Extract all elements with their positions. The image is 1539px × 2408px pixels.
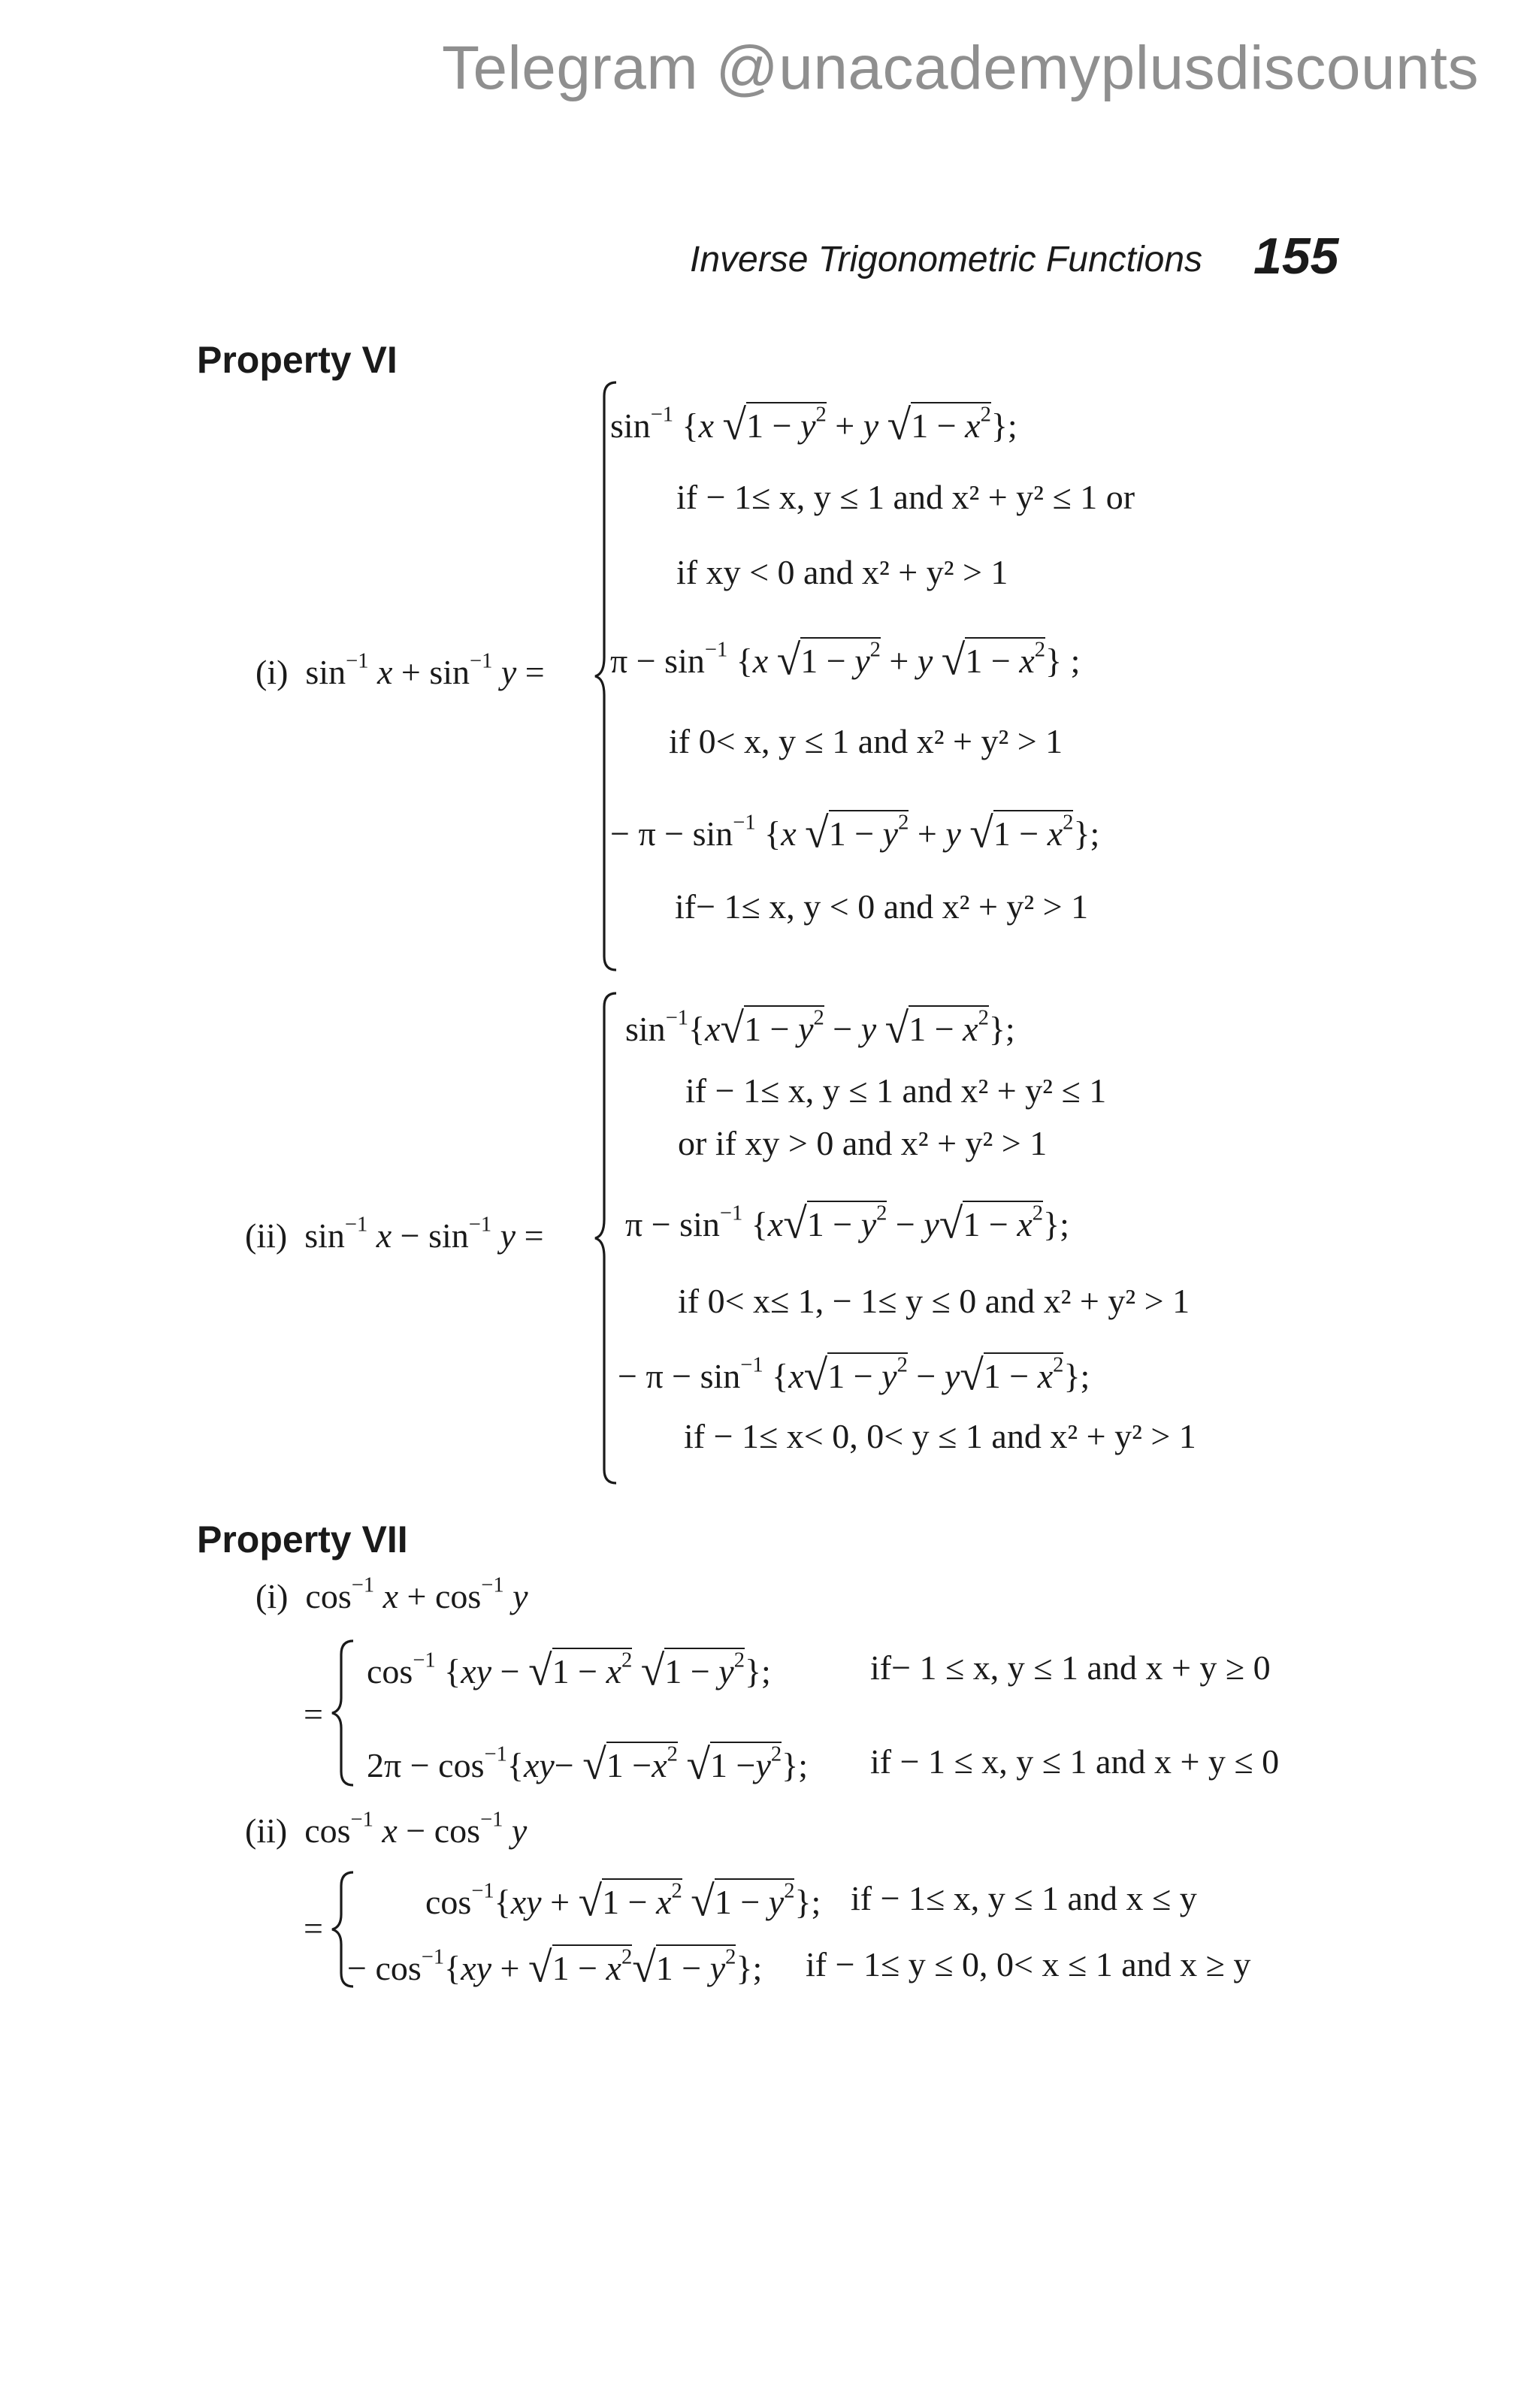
- p7-ii-case1: $\cos^{-1}\{xy + √1 - x^2$ $√1 - y^2$};: [425, 1878, 821, 1926]
- p6-i-cond4: if− 1≤ x, y < 0 and x² + y² > 1: [675, 887, 1089, 926]
- p6-i-case2: $\pi - \sin^{-1} \{x$ $√1 - y^2 + y$ $√1 - x^2$} ;: [610, 636, 1081, 684]
- p7-ii-label: (ii): [245, 1811, 288, 1850]
- watermark: Telegram @unacademyplusdiscounts: [441, 34, 1479, 102]
- p6-i-case1: $\sin^{-1} \{x$ $√1 - y^2 + y$ $√1 - x^2$};: [610, 401, 1017, 449]
- p6-ii-brace: [594, 990, 624, 1486]
- p6-i-label: (i): [255, 653, 289, 691]
- p6-i-case3: − $\pi - \sin^{-1} \{x$ $√1 - y^2 + y$ $√1 - x^2$};: [610, 809, 1100, 857]
- running-title: Inverse Trigonometric Functions: [690, 240, 1203, 279]
- p7-i-cond2: if − 1 ≤ x, y ≤ 1 and x + y ≤ 0: [870, 1742, 1280, 1781]
- p7-i-label: (i): [255, 1577, 289, 1615]
- p7-ii-cond2: if − 1≤ y ≤ 0, 0< x ≤ 1 and x ≥ y: [806, 1945, 1251, 1984]
- p6-ii-case1: $\sin^{-1}\{x√1 - y^2 - y$ $√1 - x^2$};: [625, 1005, 1015, 1053]
- p7-ii-lhs: (ii) $\cos^{-1} x - \cos^{-1} y$: [245, 1808, 528, 1850]
- p7-i-case1: $\cos^{-1} \{xy - √1 - x^2$ $√1 - y^2$};: [367, 1647, 771, 1695]
- p6-ii-lhs: (ii) $\sin^{-1} x - \sin^{-1} y$ =: [245, 1213, 544, 1255]
- p6-ii-case2: $\pi - \sin^{-1} \{x√1 - y^2 - y√1 - x^2\}$;: [625, 1200, 1069, 1248]
- p6-i-cond2: if xy < 0 and x² + y² > 1: [676, 553, 1008, 591]
- p7-i-equals: =: [304, 1695, 323, 1733]
- p6-i-op: +: [401, 653, 421, 691]
- p6-ii-label: (ii): [245, 1216, 288, 1255]
- page-number: 155: [1253, 228, 1339, 285]
- p7-i-op: +: [407, 1577, 427, 1615]
- p6-ii-cond1: if − 1≤ x, y ≤ 1 and x² + y² ≤ 1: [685, 1071, 1107, 1110]
- p6-i-cond1: if − 1≤ x, y ≤ 1 and x² + y² ≤ 1 or: [676, 478, 1135, 516]
- p7-i-case2: $2\pi - \cos^{-1}\{xy- √1 -x^2$ $√1 -y^2$};: [367, 1741, 808, 1789]
- property-vii-heading: Property VII: [197, 1518, 408, 1561]
- p6-i-cond3: if 0< x, y ≤ 1 and x² + y² > 1: [669, 722, 1063, 760]
- property-vi-heading: Property VI: [197, 339, 398, 381]
- p6-i-lhs: (i) $\sin^{-1} x + \sin^{-1} y$ =: [255, 649, 545, 691]
- p6-ii-cond3: if 0< x≤ 1, − 1≤ y ≤ 0 and x² + y² > 1: [678, 1282, 1190, 1320]
- p6-ii-cond2: or if xy > 0 and x² + y² > 1: [678, 1124, 1048, 1162]
- p7-ii-cond1: if − 1≤ x, y ≤ 1 and x ≤ y: [851, 1879, 1197, 1917]
- p6-ii-case3: − $\pi - \sin^{-1} \{x√1 - y^2 - y√1 - x^2\}$;: [618, 1352, 1090, 1400]
- p7-i-lhs: (i) $\cos^{-1} x + \cos^{-1} y$: [255, 1573, 528, 1615]
- p7-i-cond1: if− 1 ≤ x, y ≤ 1 and x + y ≥ 0: [870, 1648, 1271, 1687]
- p7-ii-equals: =: [304, 1909, 323, 1947]
- p7-i-brace: [331, 1638, 361, 1788]
- p7-ii-case2: − $\cos^{-1}\{xy + √1 - x^2√1 - y^2\}$;: [347, 1944, 763, 1992]
- p6-ii-op: −: [400, 1216, 420, 1255]
- p7-ii-op: −: [406, 1811, 426, 1850]
- p6-ii-cond4: if − 1≤ x< 0, 0< y ≤ 1 and x² + y² > 1: [684, 1417, 1196, 1455]
